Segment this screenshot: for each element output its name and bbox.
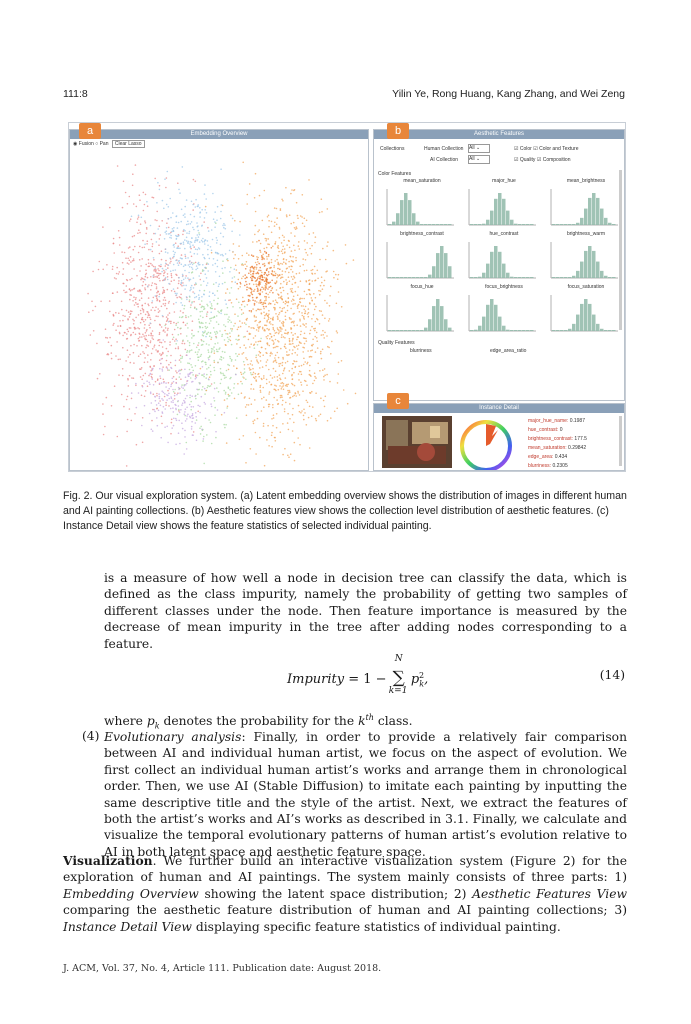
where-mid: denotes the probability for the <box>163 714 355 729</box>
quality-hist-edge-area-ratio: edge_area_ratio <box>490 348 527 354</box>
item-4-paragraph <box>104 729 627 860</box>
instance-feature-value: 0 <box>559 427 563 433</box>
instance-feature-row <box>528 463 568 469</box>
histogram-mean-saturation <box>378 178 466 238</box>
histogram-title: mean_saturation <box>403 178 441 184</box>
aesthetic-features-panel <box>373 129 625 401</box>
equation-14: Impurity = 1 − N ∑ k=1 $p_k^2$, <box>287 654 429 696</box>
instance-detail-panel <box>373 403 625 471</box>
instance-feature-value: 0.434 <box>554 454 568 460</box>
instance-feature-row <box>528 418 585 424</box>
eq-lhs: Impurity <box>287 672 345 687</box>
viz-lead: Visualization <box>63 853 153 868</box>
embedding-overview-title: Embedding Overview <box>70 130 368 139</box>
radio-pan-label: Pan <box>99 141 109 147</box>
tag-a: a <box>79 123 101 139</box>
where-end: class. <box>377 714 413 729</box>
viz-i2: Aesthetic Features View <box>472 886 627 901</box>
paragraph-impurity: is a measure of how well a node in decision tree can classify the data, which is defined as the class impurity, namely the probability of getting two samples of different classes under the node. Then feature importance is measured by the decrease of mean impurity in the tree after adding nodes corresponding to a feature. <box>104 571 627 651</box>
checkbox-quality[interactable]: ☑ Quality ☑ Composition <box>514 157 571 163</box>
histogram-title: brightness_contrast <box>400 231 444 237</box>
where-var: p <box>146 714 155 729</box>
visualization-paragraph <box>63 853 627 935</box>
ai-collection-select[interactable]: All ⌄ <box>468 155 490 164</box>
color-features-label: Color Features <box>378 171 412 177</box>
embedding-scatter-plot[interactable] <box>70 150 368 470</box>
histogram-focus-saturation <box>542 284 625 344</box>
histogram-title: focus_saturation <box>567 284 605 290</box>
viz-t4: displaying specific feature statistics of individual painting. <box>191 919 561 934</box>
item-4-text: : Finally, in order to provide a relatively fair comparison between AI and individual human artist, we focus on the aspect of evolution. We first collect an individual human artist’s works and arrange them in chronological order. Then, we use AI (Stable Diffusion) to imitate each painting by inputting the same descriptive title and the style of the artist. Next, we extract the features of both the artist’s works and AI’s works as described in 3.1. Finally, we calculate and visualize the temporal evolutionary patterns of human artist’s evolution relative to AI in both latent space and aesthetic feature space. <box>104 730 627 859</box>
viz-t1: . We further build an interactive visualization system (Figure 2) for the exploration of human and AI paintings. The system mainly consists of three parts: 1) <box>63 854 627 885</box>
human-collection-select[interactable]: All ⌄ <box>468 144 490 153</box>
histogram-focus-brightness <box>460 284 548 344</box>
instance-feature-key: blurriness: <box>528 463 553 469</box>
ai-collection-value: All <box>469 156 475 162</box>
where-sup: th <box>365 713 374 722</box>
instance-feature-row <box>528 445 586 451</box>
instance-feature-row <box>528 454 567 460</box>
eq-tail: , <box>424 672 429 687</box>
histogram-hue-contrast <box>460 231 548 291</box>
equation-number: (14) <box>599 668 625 682</box>
radio-pan-icon[interactable]: ○ <box>95 141 99 147</box>
instance-feature-value: 0.2305 <box>552 463 568 469</box>
histogram-title: brightness_warm <box>566 231 606 237</box>
where-prefix: where <box>104 714 143 729</box>
hue-wheel-chart <box>456 416 516 471</box>
collections-label: Collections <box>380 146 405 152</box>
checkbox-composition-label: Composition <box>542 157 571 163</box>
histogram-focus-hue <box>378 284 466 344</box>
instance-feature-value: 177.5 <box>574 436 587 442</box>
histogram-title: focus_brightness <box>485 284 523 290</box>
histogram-major-hue <box>460 178 548 238</box>
page-number: 111:8 <box>63 88 88 100</box>
where-sub: k <box>154 721 160 731</box>
quality-hist-blurriness: blurriness <box>410 348 432 354</box>
histogram-title: hue_contrast <box>489 231 519 237</box>
page-footer: J. ACM, Vol. 37, No. 4, Article 111. Publication date: August 2018. <box>63 963 382 974</box>
ai-collection-label: AI Collection <box>430 157 459 163</box>
histogram-brightness-warm <box>542 231 625 291</box>
instance-detail-title: Instance Detail <box>374 404 624 413</box>
instance-feature-value: 0.29842 <box>568 445 587 451</box>
histogram-brightness-contrast <box>378 231 466 291</box>
histogram-mean-brightness <box>542 178 625 238</box>
aesthetic-scrollbar[interactable] <box>619 170 622 330</box>
viz-i3: Instance Detail View <box>63 919 192 934</box>
eq-sum-bottom: k=1 <box>388 686 408 696</box>
viz-i1: Embedding Overview <box>63 886 199 901</box>
eq-term: p <box>410 672 420 687</box>
instance-feature-key: hue_contrast: <box>528 427 560 433</box>
running-header-authors: Yilin Ye, Rong Huang, Kang Zhang, and Wei Zeng <box>392 88 625 100</box>
figure-2 <box>68 122 626 472</box>
human-collection-label: Human Collection <box>424 146 464 152</box>
instance-feature-key: edge_area: <box>528 454 555 460</box>
viz-t3: comparing the aesthetic feature distribution of human and AI painting collections; 3) <box>63 903 627 918</box>
where-k: k <box>358 714 366 729</box>
figure-caption: Fig. 2. Our visual exploration system. (a) Latent embedding overview shows the distribution of images in different human and AI painting collections. (b) Aesthetic features view shows the collection level distribution of aesthetic features. (c) Instance Detail view shows the feature statistics of selected individual painting. <box>63 490 627 532</box>
histogram-title: mean_brightness <box>566 178 606 184</box>
checkbox-color-texture-label: Color and Texture <box>539 146 579 152</box>
instance-feature-row <box>528 436 587 442</box>
histogram-title: major_hue <box>492 178 516 184</box>
instance-feature-value: 0.1987 <box>569 418 585 424</box>
mode-radio-group[interactable] <box>73 141 145 147</box>
checkbox-quality-label: Quality <box>519 157 536 163</box>
tag-c: c <box>387 393 409 409</box>
histogram-title: focus_hue <box>410 284 434 290</box>
painting-thumbnail <box>382 416 452 468</box>
instance-scrollbar[interactable] <box>619 416 622 466</box>
radio-fusion-label: Fusion <box>78 141 94 147</box>
checkbox-color[interactable]: ☑ Color ☑ Color and Texture <box>514 146 579 152</box>
embedding-overview-panel <box>69 129 369 471</box>
viz-t2: showing the latent space distribution; 2) <box>198 886 473 901</box>
item-4-number: (4) <box>82 729 100 743</box>
eq-sum: N ∑ k=1 <box>388 654 408 696</box>
instance-feature-key: mean_saturation: <box>528 445 569 451</box>
instance-feature-key: major_hue_name: <box>528 418 570 424</box>
instance-feature-key: brightness_contrast: <box>528 436 575 442</box>
radio-fusion-icon[interactable]: ◉ <box>73 141 78 147</box>
item-4-lead: Evolutionary analysis <box>104 730 242 744</box>
human-collection-value: All <box>469 145 475 151</box>
quality-features-label: Quality Features <box>378 340 415 346</box>
aesthetic-features-title: Aesthetic Features <box>374 130 624 139</box>
eq-rhs: = 1 − <box>348 672 387 687</box>
clear-lasso-button[interactable]: Clear Lasso <box>112 140 145 148</box>
checkbox-color-label: Color <box>519 146 532 152</box>
eq-sum-top: N <box>394 654 403 664</box>
tag-b: b <box>387 123 409 139</box>
instance-feature-row <box>528 427 562 433</box>
